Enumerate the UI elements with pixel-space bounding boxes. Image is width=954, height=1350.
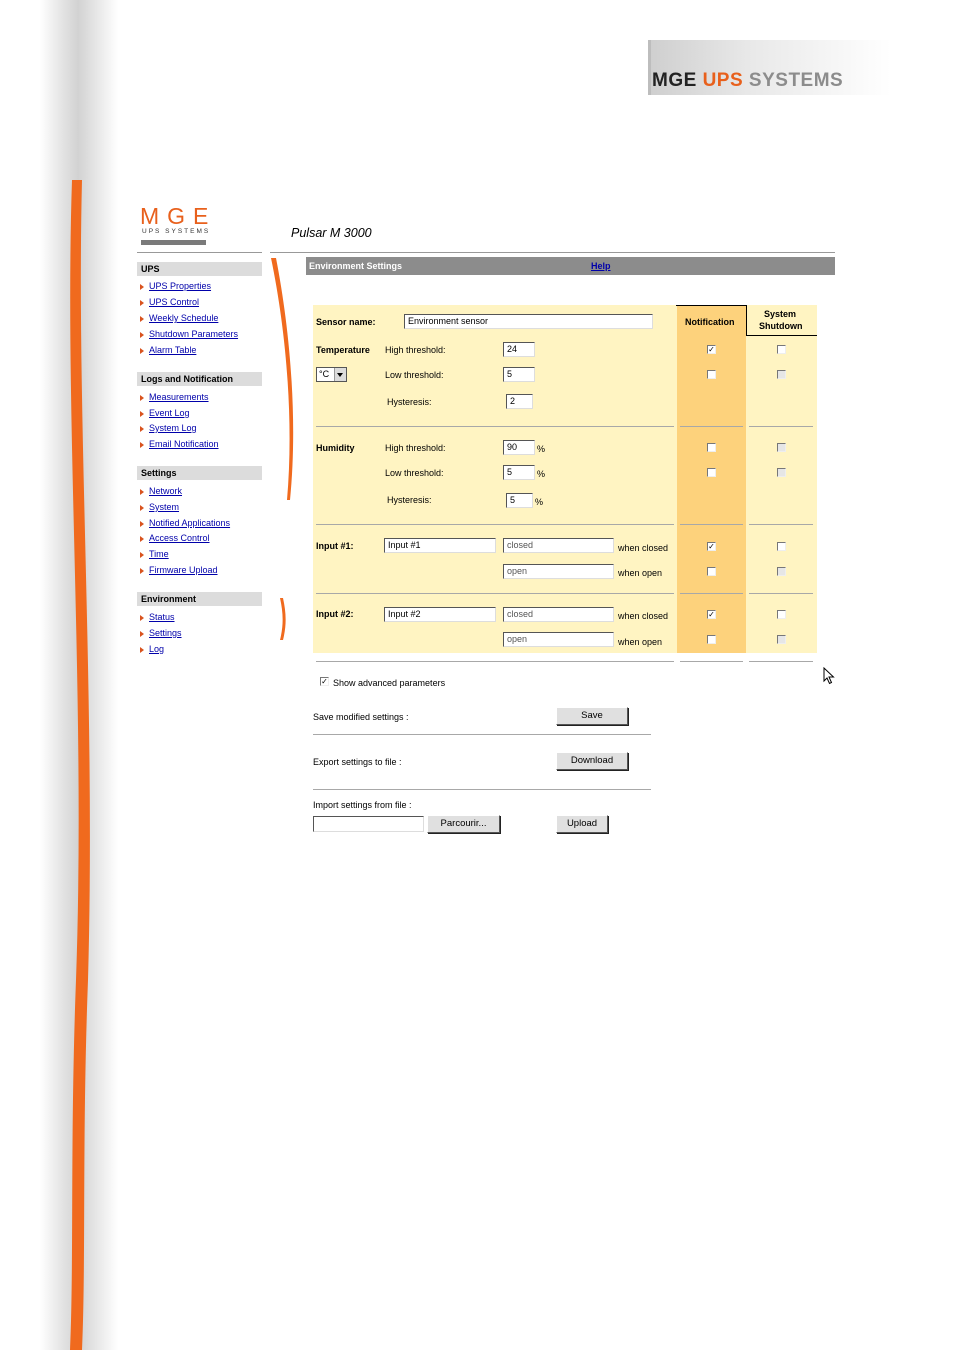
divider <box>316 524 674 525</box>
sidebar-link[interactable]: UPS Control <box>149 297 200 307</box>
bullet-icon <box>140 615 144 621</box>
input1-open-shutdown-checkbox[interactable] <box>777 567 786 576</box>
temperature-low-shutdown-checkbox[interactable] <box>777 370 786 379</box>
humidity-high-input[interactable]: 90 <box>503 440 535 455</box>
sidebar-link[interactable]: Settings <box>149 628 182 638</box>
bullet-icon <box>140 552 144 558</box>
divider <box>749 661 813 662</box>
humidity-low-notification-checkbox[interactable] <box>707 468 716 477</box>
show-advanced-checkbox[interactable]: ✓ <box>321 677 328 686</box>
divider <box>749 593 813 594</box>
sidebar-link[interactable]: Weekly Schedule <box>149 313 219 323</box>
settings-table <box>313 305 677 653</box>
divider <box>680 524 743 525</box>
input1-closed-input[interactable]: closed <box>503 538 614 553</box>
input1-name-input[interactable]: Input #1 <box>384 538 496 553</box>
input2-closed-shutdown-checkbox[interactable] <box>777 610 786 619</box>
humidity-hysteresis-label: Hysteresis: <box>387 495 432 505</box>
bullet-icon <box>140 521 144 527</box>
bullet-icon <box>140 348 144 354</box>
brand-word-3: SYSTEMS <box>748 70 844 91</box>
sidebar-section-logs: Logs and Notification <box>137 372 262 386</box>
input2-closed-notification-checkbox[interactable]: ✓ <box>708 610 715 619</box>
sidebar-link[interactable]: Shutdown Parameters <box>149 329 239 339</box>
divider <box>313 734 651 735</box>
save-button[interactable]: Save <box>556 707 628 725</box>
temperature-high-notification-checkbox[interactable]: ✓ <box>708 345 715 354</box>
sidebar-section-settings: Settings <box>137 466 262 480</box>
input1-closed-suffix: when closed <box>618 543 669 553</box>
sidebar-item-log[interactable] <box>140 643 164 655</box>
divider <box>680 661 743 662</box>
humidity-high-unit: % <box>537 444 546 454</box>
bullet-icon <box>140 426 144 432</box>
sidebar-item-notified-applications[interactable] <box>140 517 230 529</box>
sidebar-link[interactable]: Event Log <box>149 408 190 418</box>
page-grey-band <box>0 0 118 1350</box>
temperature-high-label: High threshold: <box>385 345 446 355</box>
divider <box>680 593 743 594</box>
sensor-name-input[interactable]: Environment sensor <box>404 314 653 329</box>
sidebar-item-alarm-table[interactable] <box>140 344 196 356</box>
sidebar-link[interactable]: Measurements <box>149 392 209 402</box>
humidity-label: Humidity <box>316 443 355 453</box>
input1-open-input[interactable]: open <box>503 564 614 579</box>
bullet-icon <box>140 536 144 542</box>
input2-closed-suffix: when closed <box>618 611 669 621</box>
sidebar-link[interactable]: System Log <box>149 423 197 433</box>
bullet-icon <box>140 316 144 322</box>
mge-logo-text: MGE <box>140 203 217 229</box>
sidebar-link[interactable]: Alarm Table <box>149 345 197 355</box>
import-settings-label: Import settings from file : <box>313 800 412 810</box>
sidebar-item-ups-control[interactable] <box>140 296 199 308</box>
humidity-high-shutdown-checkbox[interactable] <box>777 443 786 452</box>
sidebar-link[interactable]: Time <box>149 549 169 559</box>
bullet-icon <box>140 332 144 338</box>
download-button[interactable]: Download <box>556 752 628 770</box>
humidity-high-label: High threshold: <box>385 443 446 453</box>
sidebar-item-email-notification[interactable] <box>140 438 219 450</box>
input1-open-notification-checkbox[interactable] <box>707 567 716 576</box>
sidebar-link[interactable]: Notified Applications <box>149 518 231 528</box>
mouse-cursor-icon <box>823 667 835 685</box>
mge-logo-subtitle: UPS SYSTEMS <box>142 228 211 235</box>
humidity-hysteresis-unit: % <box>535 497 544 507</box>
browse-button[interactable]: Parcourir... <box>427 815 500 833</box>
sidebar-item-system-log[interactable] <box>140 422 197 434</box>
sidebar-link[interactable]: Status <box>149 612 175 622</box>
brand-word-1: MGE <box>652 70 697 91</box>
input2-open-suffix: when open <box>618 637 663 647</box>
temperature-hysteresis-label: Hysteresis: <box>387 397 432 407</box>
divider <box>313 789 651 790</box>
temperature-label: Temperature <box>316 345 370 355</box>
sidebar-link[interactable]: Log <box>149 644 165 654</box>
divider <box>270 252 835 253</box>
mge-logo-bar <box>141 240 206 245</box>
divider <box>137 252 262 253</box>
temperature-low-input[interactable]: 5 <box>503 367 535 382</box>
temperature-low-notification-checkbox[interactable] <box>707 370 716 379</box>
sidebar-item-settings[interactable] <box>140 627 182 639</box>
sidebar-item-network[interactable] <box>140 485 182 497</box>
bullet-icon <box>140 505 144 511</box>
divider <box>676 305 746 306</box>
divider <box>749 426 813 427</box>
show-advanced-label: Show advanced parameters <box>333 678 446 688</box>
input1-open-suffix: when open <box>618 568 663 578</box>
export-settings-label: Export settings to file : <box>313 757 402 767</box>
chevron-down-icon[interactable] <box>334 368 346 381</box>
sidebar-item-weekly-schedule[interactable] <box>140 312 218 324</box>
sidebar-link[interactable]: UPS Properties <box>149 281 212 291</box>
input2-closed-input[interactable]: closed <box>503 607 614 622</box>
input2-open-notification-checkbox[interactable] <box>707 635 716 644</box>
sidebar-link[interactable]: Firmware Upload <box>149 565 218 575</box>
sensor-name-label: Sensor name: <box>316 317 376 327</box>
save-settings-label: Save modified settings : <box>313 712 409 722</box>
input2-open-shutdown-checkbox[interactable] <box>777 635 786 644</box>
sidebar-item-event-log[interactable] <box>140 407 190 419</box>
humidity-low-input[interactable]: 5 <box>503 465 535 480</box>
system-shutdown-column <box>746 336 817 653</box>
bullet-icon <box>140 442 144 448</box>
sidebar-section-ups: UPS <box>137 262 262 276</box>
bullet-icon <box>140 489 144 495</box>
input1-label: Input #1: <box>316 541 354 551</box>
sidebar-item-measurements[interactable] <box>140 391 209 403</box>
humidity-hysteresis-input[interactable]: 5 <box>506 493 533 508</box>
sidebar-link[interactable]: Network <box>149 486 183 496</box>
divider <box>680 426 743 427</box>
help-link[interactable]: Help <box>591 261 611 271</box>
product-name: Pulsar M 3000 <box>291 226 372 240</box>
temperature-high-input[interactable]: 24 <box>503 342 535 357</box>
bullet-icon <box>140 631 144 637</box>
system-shutdown-header-line1: System <box>764 309 797 319</box>
divider <box>749 524 813 525</box>
input1-closed-notification-checkbox[interactable]: ✓ <box>708 542 715 551</box>
input2-label: Input #2: <box>316 609 354 619</box>
sidebar-item-shutdown-parameters[interactable] <box>140 328 238 340</box>
bullet-icon <box>140 284 144 290</box>
sidebar-link[interactable]: Email Notification <box>149 439 219 449</box>
upload-button[interactable]: Upload <box>556 815 608 833</box>
sidebar-link[interactable]: System <box>149 502 180 512</box>
sidebar-item-firmware-upload[interactable] <box>140 564 218 576</box>
sidebar-link[interactable]: Access Control <box>149 533 210 543</box>
divider <box>316 661 674 662</box>
humidity-low-shutdown-checkbox[interactable] <box>777 468 786 477</box>
section-title: Environment Settings <box>309 261 403 271</box>
temperature-high-shutdown-checkbox[interactable] <box>777 345 786 354</box>
input2-name-input[interactable]: Input #2 <box>384 607 496 622</box>
sidebar-item-status[interactable] <box>140 611 175 623</box>
sidebar-item-access-control[interactable] <box>140 532 210 544</box>
system-shutdown-header-line2: Shutdown <box>759 321 803 331</box>
brand-logo <box>652 70 843 92</box>
notification-header: Notification <box>685 317 735 327</box>
input2-open-input[interactable]: open <box>503 632 614 647</box>
temperature-unit-value: °C <box>319 369 330 379</box>
brand-word-2: UPS <box>702 70 744 91</box>
humidity-low-unit: % <box>537 469 546 479</box>
notification-column <box>677 305 746 653</box>
sidebar-item-time[interactable] <box>140 548 169 560</box>
divider <box>316 426 674 427</box>
import-file-input[interactable] <box>313 816 424 832</box>
sidebar-item-system[interactable] <box>140 501 179 513</box>
humidity-low-label: Low threshold: <box>385 468 444 478</box>
temperature-unit-select[interactable] <box>316 367 347 382</box>
sidebar-section-environment: Environment <box>137 592 262 606</box>
bullet-icon <box>140 395 144 401</box>
bullet-icon <box>140 647 144 653</box>
sidebar-item-ups-properties[interactable] <box>140 280 211 292</box>
bullet-icon <box>140 568 144 574</box>
bullet-icon <box>140 300 144 306</box>
temperature-hysteresis-input[interactable]: 2 <box>506 394 533 409</box>
temperature-low-label: Low threshold: <box>385 370 444 380</box>
humidity-high-notification-checkbox[interactable] <box>707 443 716 452</box>
divider <box>316 593 674 594</box>
input1-closed-shutdown-checkbox[interactable] <box>777 542 786 551</box>
bullet-icon <box>140 411 144 417</box>
